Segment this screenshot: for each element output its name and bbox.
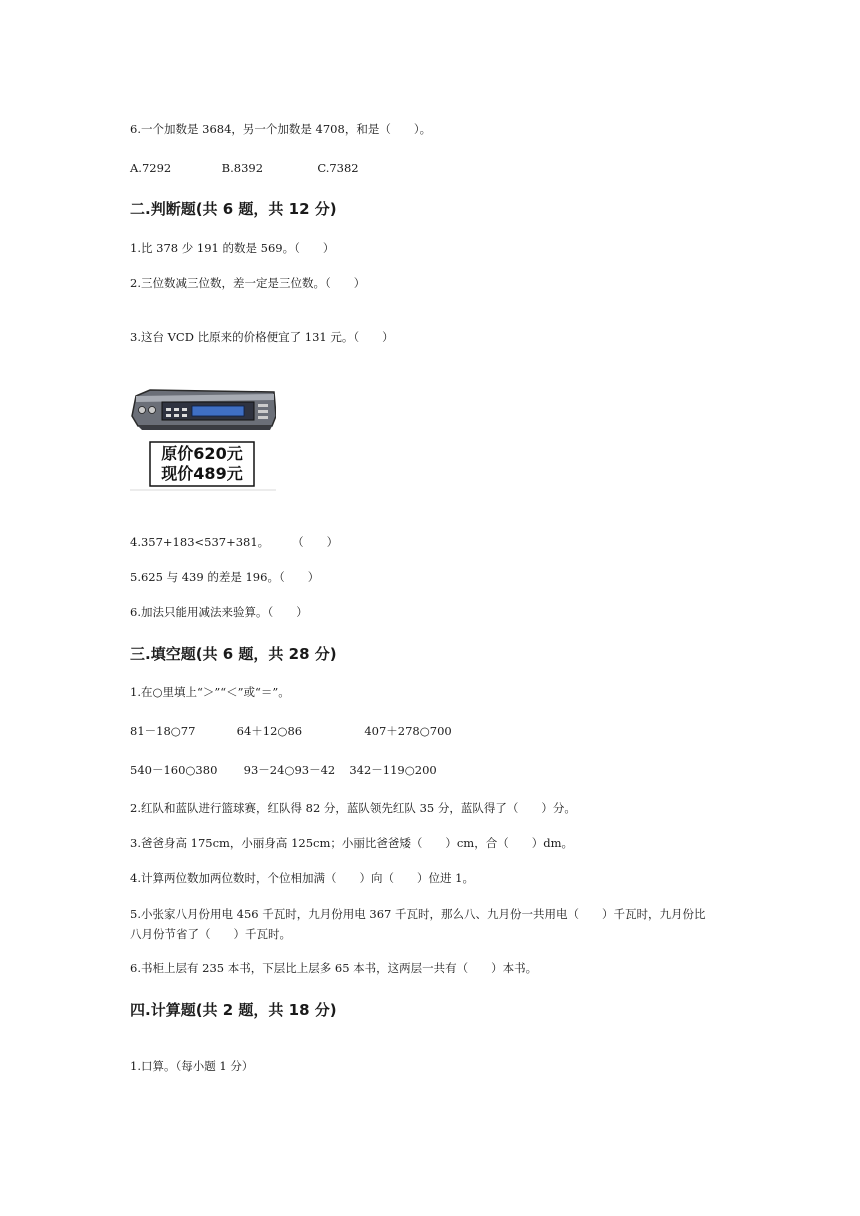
compare-item: 81－18○77 (130, 724, 196, 738)
section-title-fill: 三.填空题(共 6 题，共 28 分) (130, 645, 337, 663)
section-title-judgment: 二.判断题(共 6 题，共 12 分) (130, 200, 337, 218)
question-s2-2: 2.三位数减三位数，差一定是三位数。（ ） (130, 276, 366, 290)
vcd-player-image (130, 386, 276, 492)
question-s2-1: 1.比 378 少 191 的数是 569。（ ） (130, 241, 335, 255)
question-s3-1: 1.在○里填上“＞”“＜”或“＝”。 (130, 685, 290, 699)
question-s3-2: 2.红队和蓝队进行篮球赛，红队得 82 分，蓝队领先红队 35 分，蓝队得了（ ）分。 (130, 801, 576, 815)
options-s1-6 (130, 162, 359, 176)
compare-item: 540－160○380 (130, 763, 218, 777)
compare-item: 64＋12○86 (236, 724, 303, 738)
compare-row-2 (130, 764, 437, 778)
section-title-calc: 四.计算题(共 2 题，共 18 分) (130, 1001, 337, 1019)
question-s3-6: 6.书柜上层有 235 本书，下层比上层多 65 本书，这两层一共有（ ）本书。 (130, 961, 538, 975)
question-s3-4: 4.计算两位数加两位数时，个位相加满（ ）向（ ）位进 1。 (130, 871, 474, 885)
original-price-text: 原价620元 (161, 444, 243, 463)
option-b: B.8392 (221, 161, 264, 175)
question-s2-3: 3.这台 VCD 比原来的价格便宜了 131 元。（ ） (130, 330, 394, 344)
compare-row-1 (130, 725, 452, 739)
compare-item: 93－24○93－42 (243, 763, 336, 777)
price-label (154, 444, 250, 484)
compare-item: 342－119○200 (349, 763, 437, 777)
compare-item: 407＋278○700 (364, 724, 452, 738)
question-s3-5: 5.小张家八月份用电 456 千瓦时，九月份用电 367 千瓦时，那么八、九月份一共用电（ ）千瓦时，九月份比八月份节省了（ ）千瓦时。 (130, 907, 706, 941)
option-c: C.7382 (317, 161, 359, 175)
question-s1-6: 6.一个加数是 3684，另一个加数是 4708，和是（ ）。 (130, 122, 432, 136)
current-price-text: 现价489元 (161, 464, 243, 483)
question-s3-3: 3.爸爸身高 175cm，小丽身高 125cm；小丽比爸爸矮（ ）cm，合（ ）dm。 (130, 836, 573, 850)
option-a: A.7292 (130, 161, 172, 175)
question-s2-4: 4.357+183<537+381。 （ ） (130, 535, 339, 549)
question-s2-5: 5.625 与 439 的差是 196。（ ） (130, 570, 320, 584)
question-s2-6: 6.加法只能用减法来验算。（ ） (130, 605, 308, 619)
question-s4-1: 1.口算。（每小题 1 分） (130, 1059, 254, 1073)
